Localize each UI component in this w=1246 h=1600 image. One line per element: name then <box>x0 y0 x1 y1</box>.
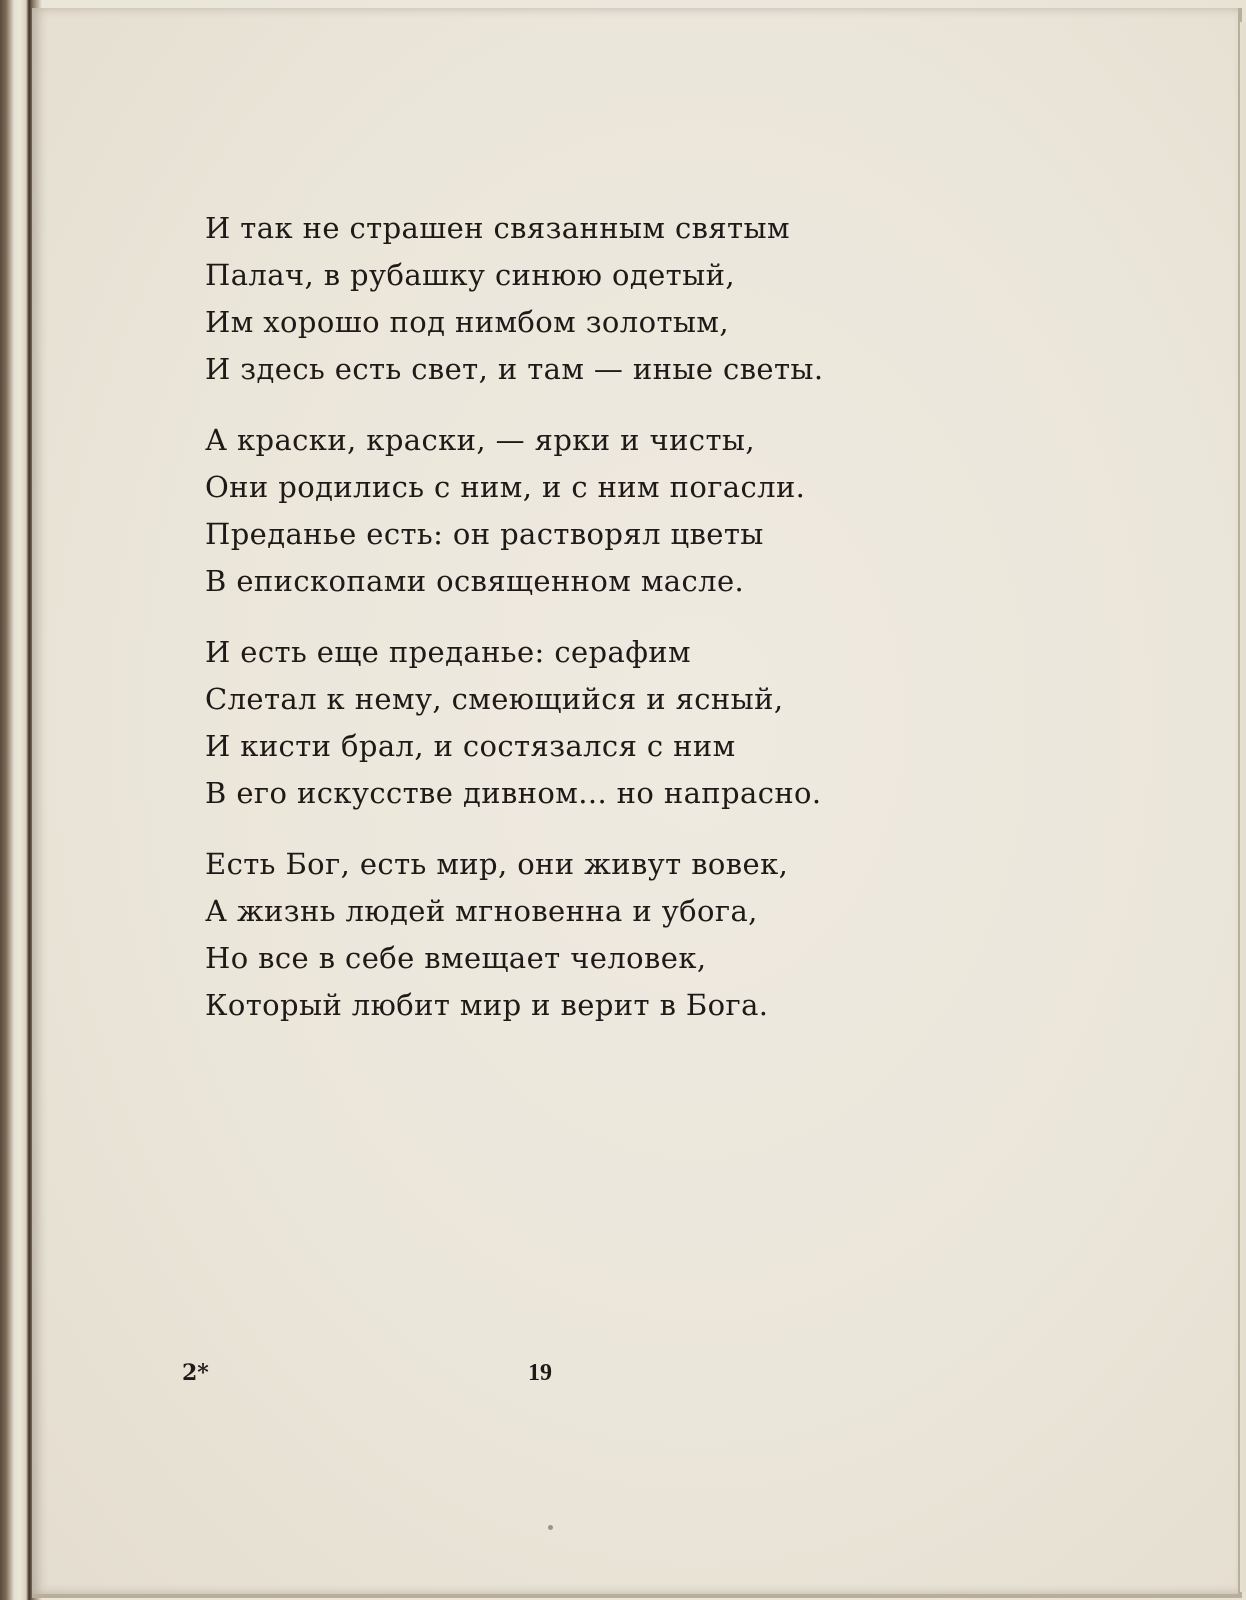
poem-line: Им хорошо под нимбом золотым, <box>205 305 729 339</box>
poem-line: В его искусстве дивном... но напрасно. <box>205 776 822 810</box>
poem-line: А краски, краски, — ярки и чисты, <box>205 423 755 457</box>
stanza-2 <box>205 417 1005 605</box>
poem-line: Они родились с ним, и с ним погасли. <box>205 470 806 504</box>
signature-mark: 2* <box>182 1360 209 1386</box>
poem <box>205 205 1005 1053</box>
poem-line: Слетал к нему, смеющийся и ясный, <box>205 682 784 716</box>
poem-line: Но все в себе вмещает человек, <box>205 941 707 975</box>
poem-line: И здесь есть свет, и там — иные светы. <box>205 352 824 386</box>
poem-line: Есть Бог, есть мир, они живут вовек, <box>205 847 789 881</box>
poem-line: И так не страшен связанным святым <box>205 211 790 245</box>
poem-line: И кисти брал, и состязался с ним <box>205 729 736 763</box>
poem-line: Палач, в рубашку синюю одетый, <box>205 258 735 292</box>
poem-line: В епископами освященном масле. <box>205 564 745 598</box>
stanza-3 <box>205 629 1005 817</box>
stanza-1 <box>205 205 1005 393</box>
page-number: 19 <box>528 1360 552 1386</box>
poem-line: И есть еще преданье: серафим <box>205 635 691 669</box>
poem-line: Который любит мир и верит в Бога. <box>205 988 769 1022</box>
paper-speck <box>548 1525 553 1530</box>
poem-line: Преданье есть: он растворял цветы <box>205 517 764 551</box>
page-edge <box>1240 22 1246 1592</box>
poem-line: А жизнь людей мгновенна и убога, <box>205 894 758 928</box>
stanza-4 <box>205 841 1005 1029</box>
